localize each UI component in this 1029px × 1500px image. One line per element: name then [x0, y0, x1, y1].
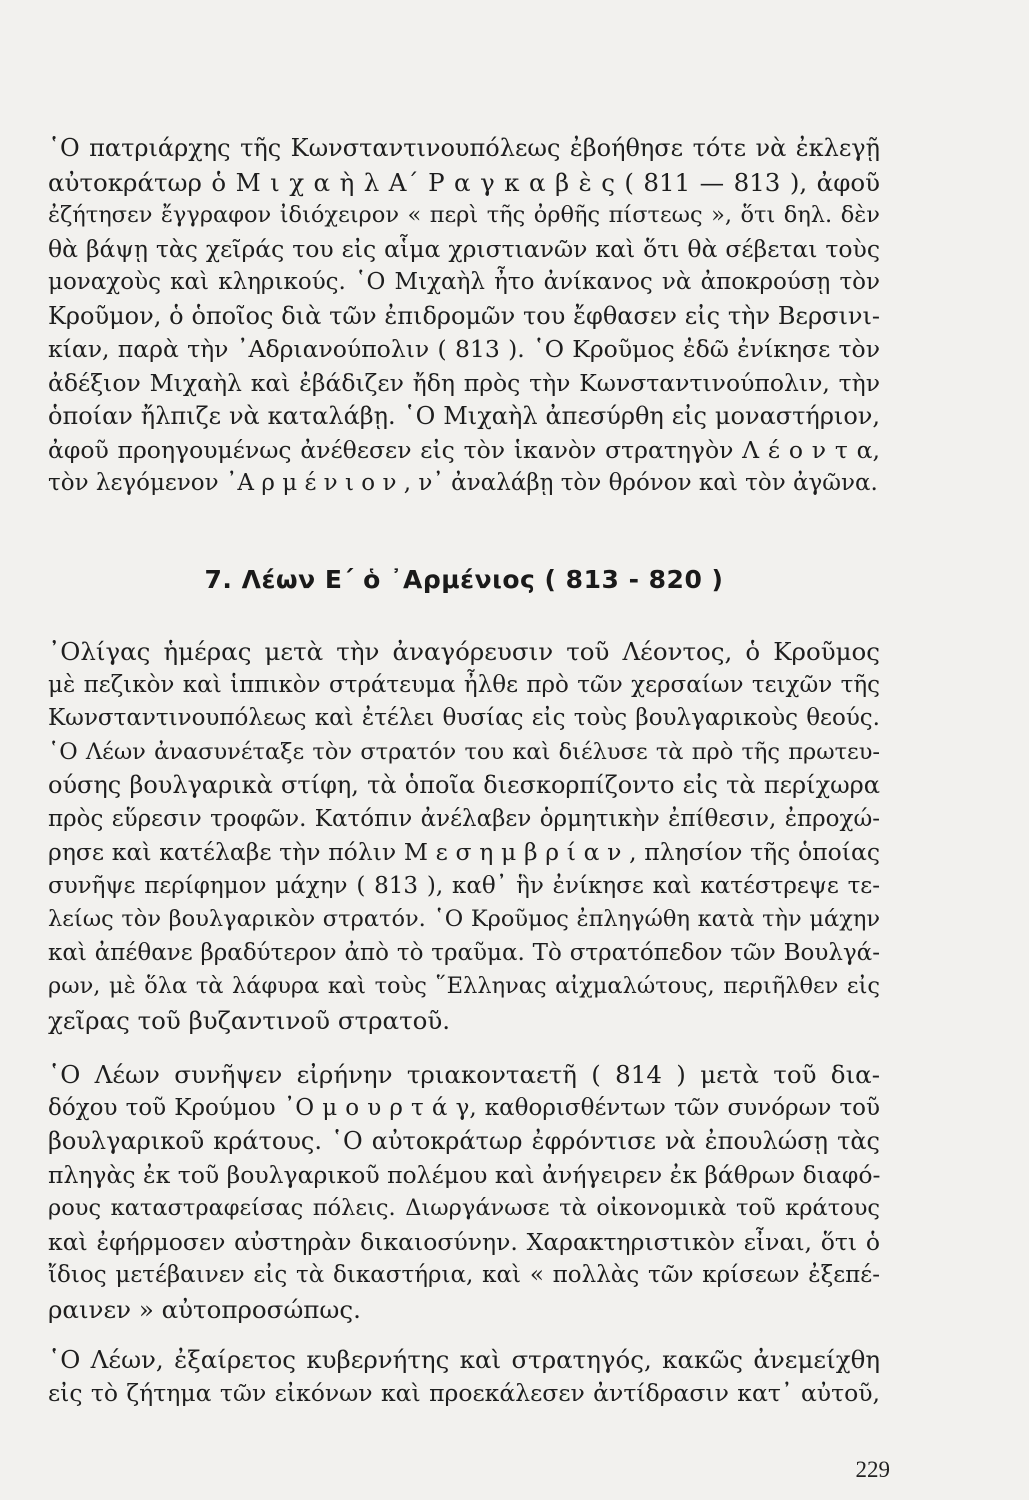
- text-line: ραινεν » αὐτοπροσώπως.: [48, 1294, 361, 1324]
- text-line: πληγὰς ἐκ τοῦ βουλγαρικοῦ πολέμου καὶ ἀνήγειρεν ἐκ βάθρων διαφό-: [48, 1160, 881, 1189]
- text-line: τὸν λεγόμενον ᾿Α ρ μ έ ν ι ο ν , ν᾿ ἀναλάβῃ τὸν θρόνον καὶ τὸν ἀγῶνα.: [48, 470, 878, 496]
- text-line: ἀφοῦ προηγουμένως ἀνέθεσεν εἰς τὸν ἱκανὸν στρατηγὸν Λ έ ο ν τ α,: [48, 435, 880, 464]
- text-line: λείως τὸν βουλγαρικὸν στρατόν. ῾Ο Κροῦμος ἐπληγώθη κατὰ τὴν μάχην: [48, 906, 880, 932]
- text-line: ἀδέξιον Μιχαὴλ καὶ ἐβάδιζεν ἤδη πρὸς τὴν Κωνσταντινούπολιν, τὴν: [48, 368, 880, 397]
- text-line: ῾Ο Λέων συνῆψεν εἰρήνην τριακονταετῆ ( 814 ) μετὰ τοῦ δια-: [48, 1060, 880, 1089]
- text-line: συνῆψε περίφημον μάχην ( 813 ), καθ᾿ ἣν ἐνίκησε καὶ κατέστρεψε τε-: [48, 872, 880, 899]
- text-line: δόχου τοῦ Κρούμου ᾿Ο μ ο υ ρ τ ά γ, καθορισθέντων τῶν συνόρων τοῦ: [48, 1094, 880, 1121]
- text-line: εἰς τὸ ζήτημα τῶν εἰκόνων καὶ προεκάλεσεν ἀντίδρασιν κατ᾿ αὐτοῦ,: [48, 1378, 880, 1407]
- text-line: θὰ βάψῃ τὰς χεῖράς του εἰς αἷμα χριστιανῶν καὶ ὅτι θὰ σέβεται τοὺς: [48, 234, 880, 263]
- text-line: Κωνσταντινουπόλεως καὶ ἐτέλει θυσίας εἰς τοὺς βουλγαρικοὺς θεούς.: [48, 705, 880, 731]
- text-line: καὶ ἀπέθανε βραδύτερον ἀπὸ τὸ τραῦμα. Τὸ στρατόπεδον τῶν Βουλγά-: [48, 939, 880, 966]
- paragraph-leo-peace: [48, 1058, 880, 1326]
- text-line: αὐτοκράτωρ ὁ Μ ι χ α ὴ λ Α΄ Ρ α γ κ α β ὲ ς ( 811 — 813 ), ἀφοῦ: [48, 167, 880, 197]
- section-heading: 7. Λέων Ε΄ ὁ ᾿Αρμένιος ( 813 - 820 ): [204, 565, 724, 594]
- paragraph-leo-campaign: [48, 635, 880, 1037]
- text-line: ὁποίαν ἤλπιζε νὰ καταλάβῃ. ῾Ο Μιχαὴλ ἀπεσύρθη εἰς μοναστήριον,: [48, 402, 880, 430]
- page-number: 229: [855, 1457, 890, 1482]
- paragraph-michael-rangabe: [48, 132, 880, 501]
- text-line: ῾Ο πατριάρχης τῆς Κωνσταντινουπόλεως ἐβοήθησε τότε νὰ ἐκλεγῇ: [48, 134, 880, 162]
- text-line: ρησε καὶ κατέλαβε τὴν πόλιν Μ ε σ η μ β ρ ί α ν , πλησίον τῆς ὁποίας: [48, 838, 880, 866]
- text-line: καὶ ἐφήρμοσεν αὐστηρὰν δικαιοσύνην. Χαρακτηριστικὸν εἶναι, ὅτι ὁ: [48, 1227, 880, 1256]
- text-line: ῾Ο Λέων ἀνασυνέταξε τὸν στρατόν του καὶ διέλυσε τὰ πρὸ τῆς πρωτευ-: [48, 738, 880, 765]
- text-line: ρων, μὲ ὅλα τὰ λάφυρα καὶ τοὺς ῞Ελληνας αἰχμαλώτους, περιῆλθεν εἰς: [48, 973, 880, 999]
- text-line: μοναχοὺς καὶ κληρικούς. ῾Ο Μιχαὴλ ἦτο ἀνίκανος νὰ ἀποκρούσῃ τὸν: [48, 269, 880, 295]
- text-line: μὲ πεζικὸν καὶ ἱππικὸν στράτευμα ἦλθε πρὸ τῶν χερσαίων τειχῶν τῆς: [48, 671, 880, 698]
- text-line: Κροῦμον, ὁ ὁποῖος διὰ τῶν ἐπιδρομῶν του ἔφθασεν εἰς τὴν Βερσινι-: [48, 301, 880, 330]
- text-line: πρὸς εὕρεσιν τροφῶν. Κατόπιν ἀνέλαβεν ὁρμητικὴν ἐπίθεσιν, ἐπροχώ-: [48, 805, 880, 832]
- text-line: ῾Ο Λέων, ἐξαίρετος κυβερνήτης καὶ στρατηγός, κακῶς ἀνεμείχθη: [48, 1345, 880, 1374]
- text-line: ούσης βουλγαρικὰ στίφη, τὰ ὁποῖα διεσκορπίζοντο εἰς τὰ περίχωρα: [48, 771, 880, 799]
- text-line: ᾿Ολίγας ἡμέρας μετὰ τὴν ἀναγόρευσιν τοῦ Λέοντος, ὁ Κροῦμος: [48, 637, 880, 666]
- text-line: ἴδιος μετέβαινεν εἰς τὰ δικαστήρια, καὶ « πολλὰς τῶν κρίσεων ἐξεπέ-: [48, 1262, 880, 1288]
- text-line: ρους καταστραφείσας πόλεις. Διωργάνωσε τὰ οἰκονομικὰ τοῦ κράτους: [48, 1195, 880, 1221]
- text-line: βουλγαρικοῦ κράτους. ῾Ο αὐτοκράτωρ ἐφρόντισε νὰ ἐπουλώσῃ τὰς: [48, 1127, 880, 1155]
- text-line: κίαν, παρὰ τὴν ᾿Αδριανούπολιν ( 813 ). ῾Ο Κροῦμος ἐδῶ ἐνίκησε τὸν: [48, 335, 880, 363]
- text-line: ἐζήτησεν ἔγγραφον ἰδιόχειρον « περὶ τῆς ὀρθῆς πίστεως », ὅτι δηλ. δὲν: [48, 202, 880, 228]
- text-line: χεῖρας τοῦ βυζαντινοῦ στρατοῦ.: [48, 1005, 451, 1035]
- paragraph-leo-icons: [48, 1343, 880, 1410]
